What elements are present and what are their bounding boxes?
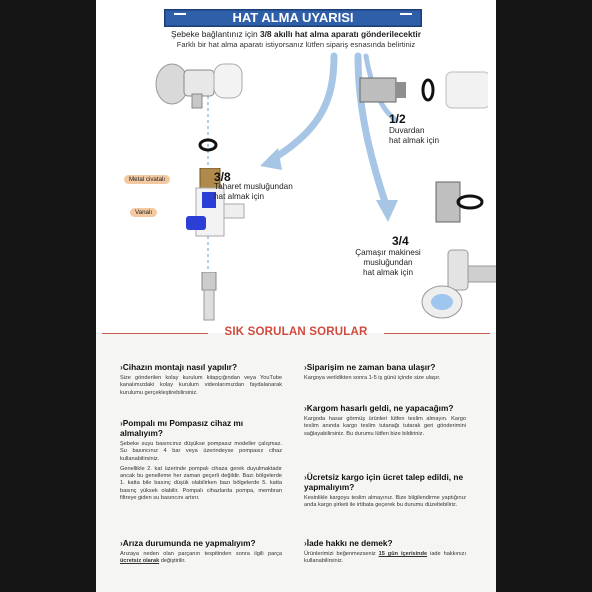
connection-section xyxy=(96,0,496,333)
faq-item-installation: › Cihazın montajı nasıl yapılır? Size gönderilen kolay kurulum kitapçığından veya YouTube kanalımızdaki kolay kurulum videolarımızdan faydalanarak kurulumu gerçekleştirebilirsiniz. xyxy=(120,362,282,397)
faq-item-delivery: › Siparişim ne zaman bana ulaşır? Kargoya verildikten sonra 1-5 iş günü içinde size ulaşır. xyxy=(304,362,466,382)
three-eighth-desc: Taharet musluğundan hat almak için xyxy=(214,182,293,201)
three-quarter-desc: Çamaşır makinesi musluğundan hat almak için xyxy=(355,248,421,277)
left-dark-margin xyxy=(0,0,96,592)
faq-item-free-shipping: › Ücretsiz kargo için ücret talep edildi, ne yapmalıyım? Kesinlikle kargoyu teslim almayınız. Bize bilgilendirme yaptığınız anda kargo şirketi ile irtibata geçerek bu durumu düzeltebiliriz. xyxy=(304,472,466,510)
angle-valve-image xyxy=(150,46,260,116)
faq-item-pump: › Pompalı mı Pompasız cihaz mı almalıyım? Şebeke suyu basıncınız düşükse pompasız modeller çalışmaz. Su basıncınız 4 bar veya üzerindeyse pompasız cihaz kullanabilirsiniz. Genellikle 2. kat üzerinde pompalı cihaza gerek duyulmaktadır ancak bu genelleme her zaman geçerli değildir. Bazı bölgelerde 1. katta bile basınç düşük olabilirken bazı bölgelerde 5. katta basınç yüksek olabilir. Pompalı cihazlarda pompa, membran filtreye giden su basıncını artırır. xyxy=(120,418,282,502)
arrow-head-down xyxy=(376,200,398,222)
washing-machine-tap-image xyxy=(418,246,496,326)
faq-title: SIK SORULAN SORULAR xyxy=(224,326,368,338)
half-inch-desc: Duvardan hat almak için xyxy=(389,126,440,145)
warning-note: Farklı bir hat alma aparatı istiyorsanız lütfen sipariş esnasında belirtiniz xyxy=(176,40,416,49)
hose-connector-image xyxy=(194,272,224,322)
bolt-tag: Metal civatalı xyxy=(124,175,170,184)
warning-title: HAT ALMA UYARISI xyxy=(164,9,422,27)
warning-subtitle: Şebeke bağlantınız için 3/8 akıllı hat alma aparatı gönderilecektir xyxy=(171,29,421,39)
size-label-half: 1/2 xyxy=(389,112,406,126)
faq-item-return: › İade hakkı ne demek? Ürünlerimizi beğenmezseniz 15 gün içerisinde iade hakkınızı kullanabilirsiniz. xyxy=(304,538,466,566)
size-label-three-quarter: 3/4 xyxy=(392,234,409,248)
right-dark-margin xyxy=(496,0,592,592)
three-eighth-valve-image xyxy=(176,168,246,248)
half-inch-fitting-image xyxy=(358,68,488,118)
arrow-to-3-8 xyxy=(271,56,334,160)
info-panel xyxy=(96,0,496,592)
washer-icon xyxy=(198,138,218,152)
size-label-three-eighth: 3/8 xyxy=(214,170,231,184)
valve-tag: Vanalı xyxy=(130,208,157,217)
faq-item-damaged: › Kargom hasarlı geldi, ne yapacağım? Kargoda hasar görmüş ürünleri lütfen teslim almayın. Kargo teslim anında kargo teslim tutanağı tutarak geri gönderimini sağlayabilirsiniz. Bu durumu lütfen bize bildiriniz. xyxy=(304,403,466,438)
faq-item-fault: › Arıza durumunda ne yapmalıyım? Arızaya neden olan parçanın tespitinden sonra ilgili parça ücretsiz olarak değiştirilir. xyxy=(120,538,282,566)
three-quarter-fitting-image xyxy=(434,176,496,226)
